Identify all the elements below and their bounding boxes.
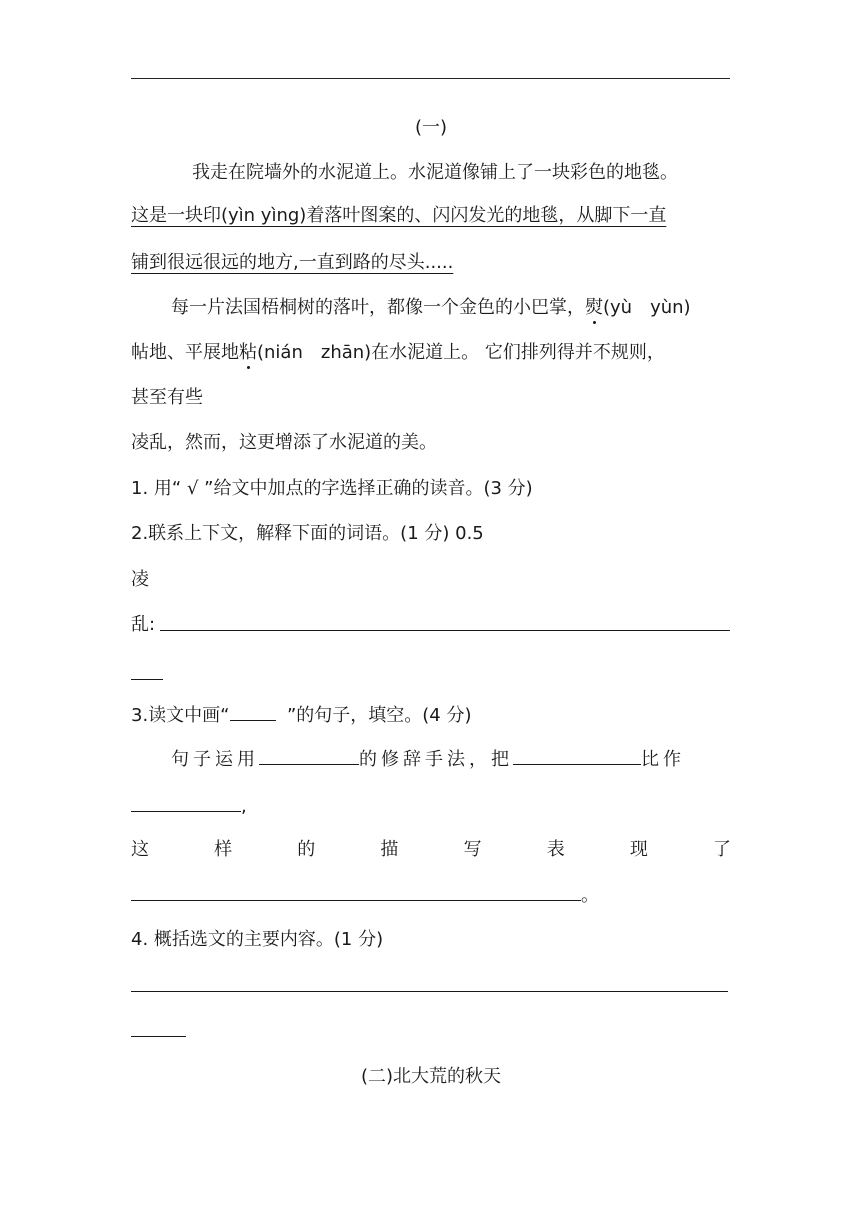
- q3-fill-line3: [131, 837, 731, 863]
- q3-char: 的: [297, 839, 316, 860]
- period: 。: [581, 885, 599, 906]
- passage-para1-line1: 我走在院墙外的水泥道上。水泥道像铺上了一块彩色的地毯。: [192, 162, 678, 183]
- blank-expression[interactable]: [131, 882, 581, 901]
- passage-para1-line2: [131, 203, 731, 229]
- q3-inline-blank: [230, 702, 276, 721]
- blank-rhetoric[interactable]: [259, 746, 359, 765]
- passage-para2-line4: 凌乱，然而，这更增添了水泥道的美。: [131, 432, 437, 453]
- question-4: 4. 概括选文的主要内容。(1 分): [131, 929, 384, 950]
- q3-fill-text: 比作: [641, 749, 685, 770]
- answer-line-q2[interactable]: [160, 630, 730, 631]
- q3-fill-text: 句子运用: [171, 749, 259, 770]
- q3-char: 这: [131, 839, 149, 860]
- blank-object-b[interactable]: [131, 793, 241, 812]
- dotted-char-yun: 熨: [585, 295, 603, 321]
- q3-text-b: ”的句子，填空。(4 分): [286, 705, 472, 726]
- question-2-word-part2: 乱:: [131, 614, 156, 635]
- q3-fill-line2: [131, 793, 731, 819]
- q3-fill-text: 的修辞手法，把: [359, 749, 513, 770]
- q3-fill-line4: [131, 882, 731, 908]
- passage-para1-line3: [131, 250, 731, 276]
- q3-char: 表: [546, 839, 565, 860]
- section-one-title: (一): [414, 117, 448, 138]
- passage-para2-line1: [131, 295, 731, 321]
- section-two-title: (二)北大荒的秋天: [360, 1066, 502, 1087]
- pinyin-options-nian: (nián zhān)在水泥道上。 它们排列得并不规则，: [257, 342, 665, 363]
- underlined-sentence-part2: 铺到很远很远的地方,一直到路的尽头.....: [131, 252, 454, 273]
- answer-line-q2-cont[interactable]: [131, 679, 163, 680]
- question-1: 1. 用“ √ ”给文中加点的字选择正确的读音。(3 分): [131, 478, 533, 499]
- q3-text-a: 3.读文中画“: [131, 705, 230, 726]
- dotted-char-nian: 粘: [239, 340, 257, 366]
- q3-char: 了: [712, 839, 731, 860]
- q3-char: 写: [463, 839, 482, 860]
- header-rule: [131, 78, 730, 79]
- blank-object-a[interactable]: [513, 746, 641, 765]
- passage-para2-line3: 甚至有些: [131, 387, 203, 408]
- question-3: [131, 702, 731, 728]
- q3-char: 描: [380, 839, 399, 860]
- answer-line-q4-cont[interactable]: [131, 1036, 186, 1037]
- question-2: 2.联系上下文，解释下面的词语。(1 分) 0.5: [131, 523, 484, 544]
- question-2-word-part1: 凌: [131, 569, 149, 590]
- para2-text: 帖地、平展地: [131, 342, 239, 363]
- answer-line-q4[interactable]: [131, 991, 728, 992]
- q3-fill-line1: [131, 746, 731, 772]
- q3-char: 现: [629, 839, 648, 860]
- comma: ,: [241, 796, 247, 817]
- q3-char: 样: [214, 839, 233, 860]
- passage-para2-line2: [131, 340, 731, 366]
- underlined-sentence-part1: 这是一块印(yìn yìng)着落叶图案的、闪闪发光的地毯，从脚下一直: [131, 205, 667, 226]
- para2-text: 每一片法国梧桐树的落叶，都像一个金色的小巴掌，: [171, 297, 585, 318]
- pinyin-options-yun: (yù yùn): [603, 297, 691, 318]
